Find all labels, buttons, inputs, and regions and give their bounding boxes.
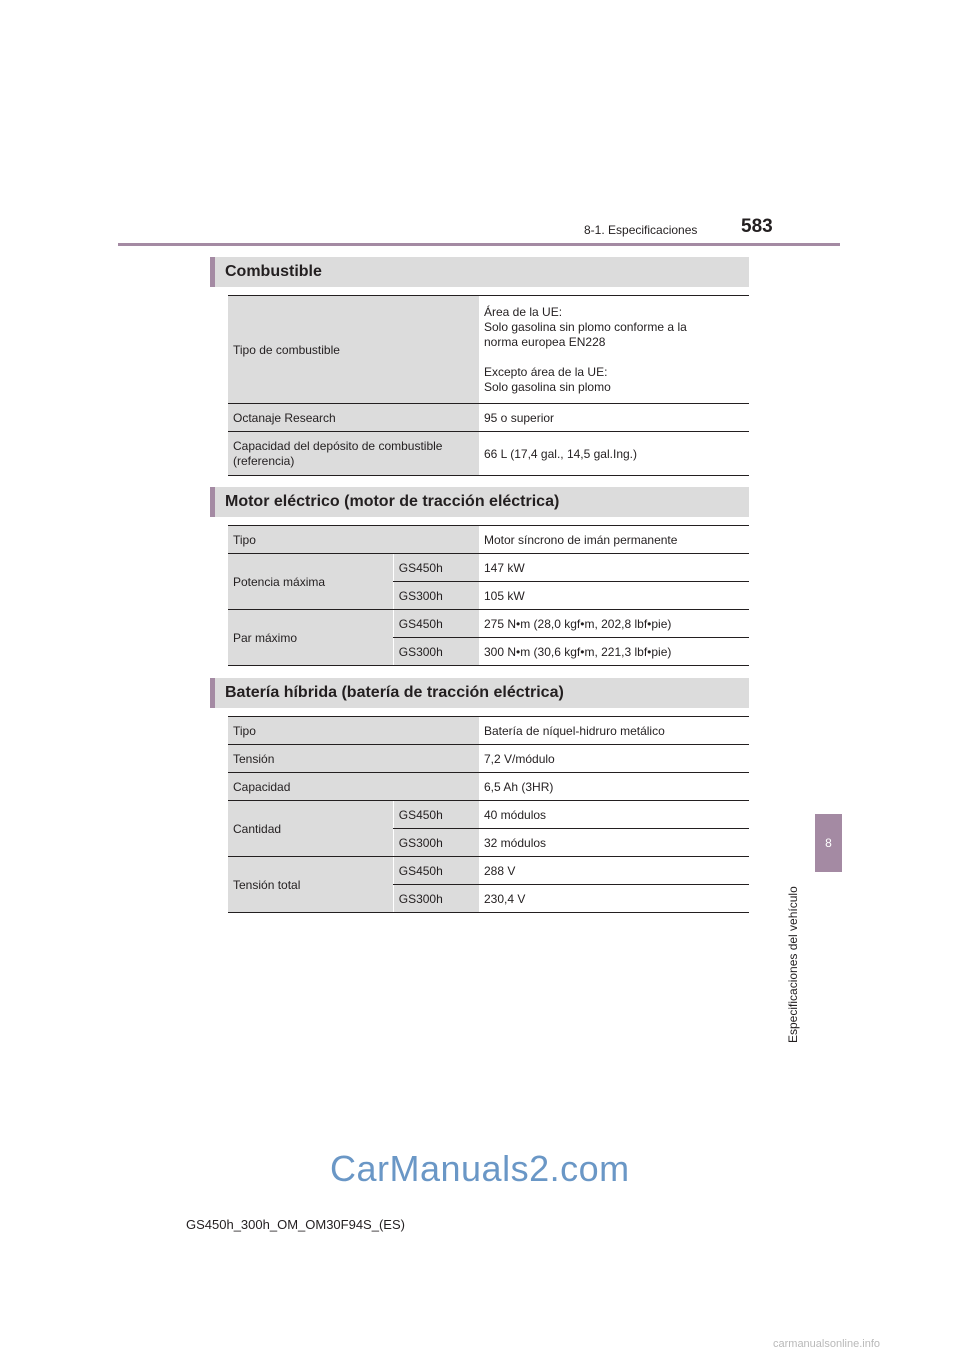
row-value: 6,5 Ah (3HR)	[479, 773, 749, 801]
table-row	[228, 554, 749, 582]
model-cell: GS450h	[393, 801, 479, 829]
value-line: Área de la UE:	[484, 304, 563, 319]
value-line: Solo gasolina sin plomo conforme a la	[484, 319, 687, 334]
row-label: Tipo	[228, 717, 479, 745]
label-line: (referencia)	[233, 453, 295, 468]
row-value: 147 kW	[479, 554, 749, 582]
table-row	[228, 717, 749, 745]
motor-table	[228, 525, 749, 666]
table-row	[228, 296, 749, 404]
row-value: 32 módulos	[479, 829, 749, 857]
header-rule	[118, 243, 840, 246]
row-value: 230,4 V	[479, 885, 749, 913]
value-line: Excepto área de la UE:	[484, 364, 608, 379]
row-label: Tipo	[228, 526, 479, 554]
row-value: 7,2 V/módulo	[479, 745, 749, 773]
row-label: Tensión	[228, 745, 479, 773]
table-row	[228, 432, 749, 476]
table-row	[228, 801, 749, 829]
row-value: 95 o superior	[479, 404, 749, 432]
watermark-logo: CarManuals2.com	[330, 1148, 630, 1189]
model-cell: GS450h	[393, 610, 479, 638]
chapter-side-label: Especificaciones del vehículo	[786, 886, 800, 1043]
row-value: 275 N•m (28,0 kgf•m, 202,8 lbf•pie)	[479, 610, 749, 638]
value-line: norma europea EN228	[484, 334, 606, 349]
section-title-motor: Motor eléctrico (motor de tracción eléctrica)	[210, 487, 749, 517]
row-label: Tipo de combustible	[228, 296, 479, 404]
row-value: 40 módulos	[479, 801, 749, 829]
section-title-battery: Batería híbrida (batería de tracción eléctrica)	[210, 678, 749, 708]
table-row	[228, 857, 749, 885]
row-value: Motor síncrono de imán permanente	[479, 526, 749, 554]
battery-table	[228, 716, 749, 913]
row-label	[228, 432, 479, 476]
row-value: 66 L (17,4 gal., 14,5 gal.Ing.)	[479, 432, 749, 476]
table-row	[228, 610, 749, 638]
label-line: Capacidad del depósito de combustible	[233, 438, 443, 453]
chapter-title: 8-1. Especificaciones	[584, 223, 698, 237]
row-value	[479, 296, 749, 404]
row-label: Par máximo	[228, 610, 393, 666]
table-row	[228, 526, 749, 554]
row-label: Capacidad	[228, 773, 479, 801]
section-title-fuel: Combustible	[210, 257, 749, 287]
row-label: Potencia máxima	[228, 554, 393, 610]
value-line	[484, 350, 744, 365]
model-cell: GS300h	[393, 885, 479, 913]
model-cell: GS300h	[393, 638, 479, 666]
row-value: 300 N•m (30,6 kgf•m, 221,3 lbf•pie)	[479, 638, 749, 666]
row-label: Tensión total	[228, 857, 393, 913]
model-cell: GS450h	[393, 857, 479, 885]
fuel-table	[228, 295, 749, 476]
row-value: 105 kW	[479, 582, 749, 610]
chapter-tab[interactable]: 8	[815, 814, 842, 872]
table-row	[228, 404, 749, 432]
row-value: 288 V	[479, 857, 749, 885]
value-line: Solo gasolina sin plomo	[484, 379, 611, 394]
document-code: GS450h_300h_OM_OM30F94S_(ES)	[186, 1217, 405, 1232]
table-row	[228, 745, 749, 773]
row-value: Batería de níquel-hidruro metálico	[479, 717, 749, 745]
table-row	[228, 773, 749, 801]
row-label: Cantidad	[228, 801, 393, 857]
watermark-url: carmanualsonline.info	[773, 1338, 881, 1350]
page-number: 583	[741, 216, 773, 237]
model-cell: GS450h	[393, 554, 479, 582]
model-cell: GS300h	[393, 582, 479, 610]
model-cell: GS300h	[393, 829, 479, 857]
row-label: Octanaje Research	[228, 404, 479, 432]
